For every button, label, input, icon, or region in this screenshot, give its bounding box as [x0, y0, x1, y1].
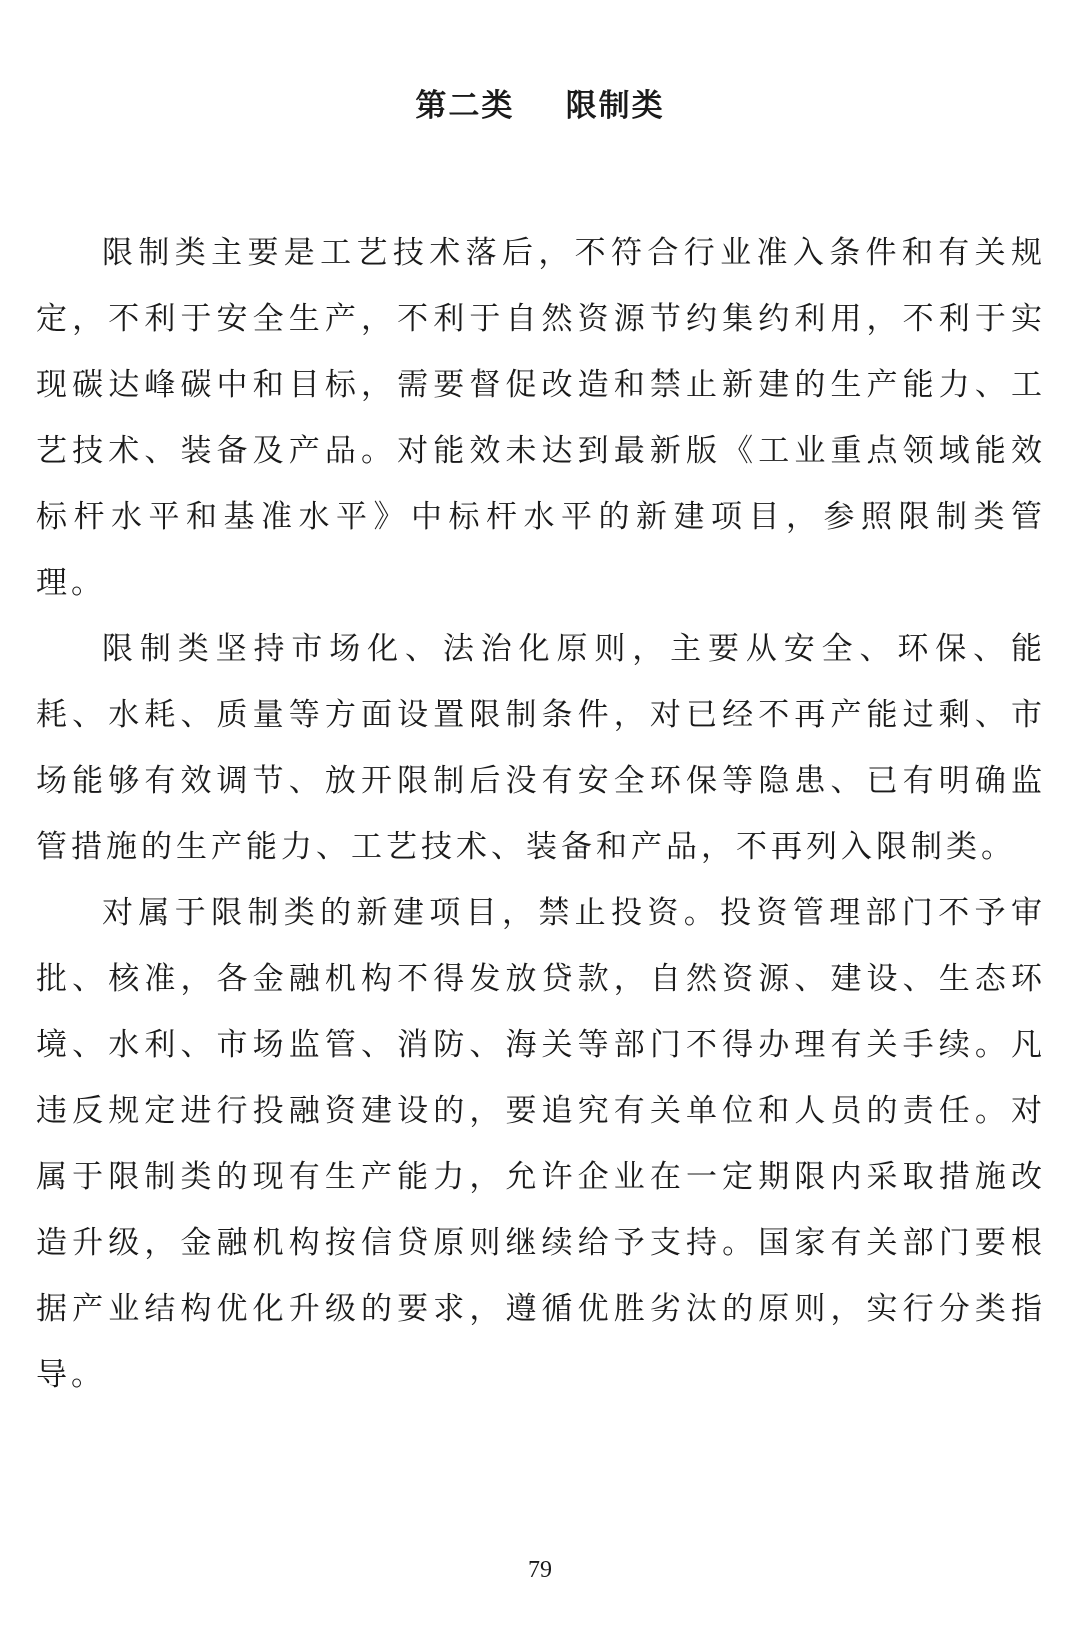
paragraph-3: 对属于限制类的新建项目，禁止投资。投资管理部门不予审批、核准，各金融机构不得发放贷款，自然资源、建设、生态环境、水利、市场监管、消防、海关等部门不得办理有关手续。凡违反规定进行投融资建设的，要追究有关单位和人员的责任。对属于限制类的现有生产能力，允许企业在一定期限内采取措施改造升级，金融机构按信贷原则继续给予支持。国家有关部门要根据产业结构优化升级的要求，遵循优胜劣汰的原则，实行分类指导。	[36, 895, 1046, 1393]
paragraph-1: 限制类主要是工艺技术落后，不符合行业准入条件和有关规定，不利于安全生产，不利于自然资源节约集约利用，不利于实现碳达峰碳中和目标，需要督促改造和禁止新建的生产能力、工艺技术、装备及产品。对能效未达到最新版《工业重点领域能效标杆水平和基准水平》中标杆水平的新建项目，参照限制类管理。	[36, 235, 1046, 601]
section-title: 第二类 限制类	[415, 88, 665, 124]
paragraph-2: 限制类坚持市场化、法治化原则，主要从安全、环保、能耗、水耗、质量等方面设置限制条件，对已经不再产能过剩、市场能够有效调节、放开限制后没有安全环保等隐患、已有明确监管措施的生产能力、工艺技术、装备和产品，不再列入限制类。	[36, 631, 1046, 865]
body-text	[36, 220, 1046, 1408]
page-number: 79	[528, 1557, 552, 1583]
